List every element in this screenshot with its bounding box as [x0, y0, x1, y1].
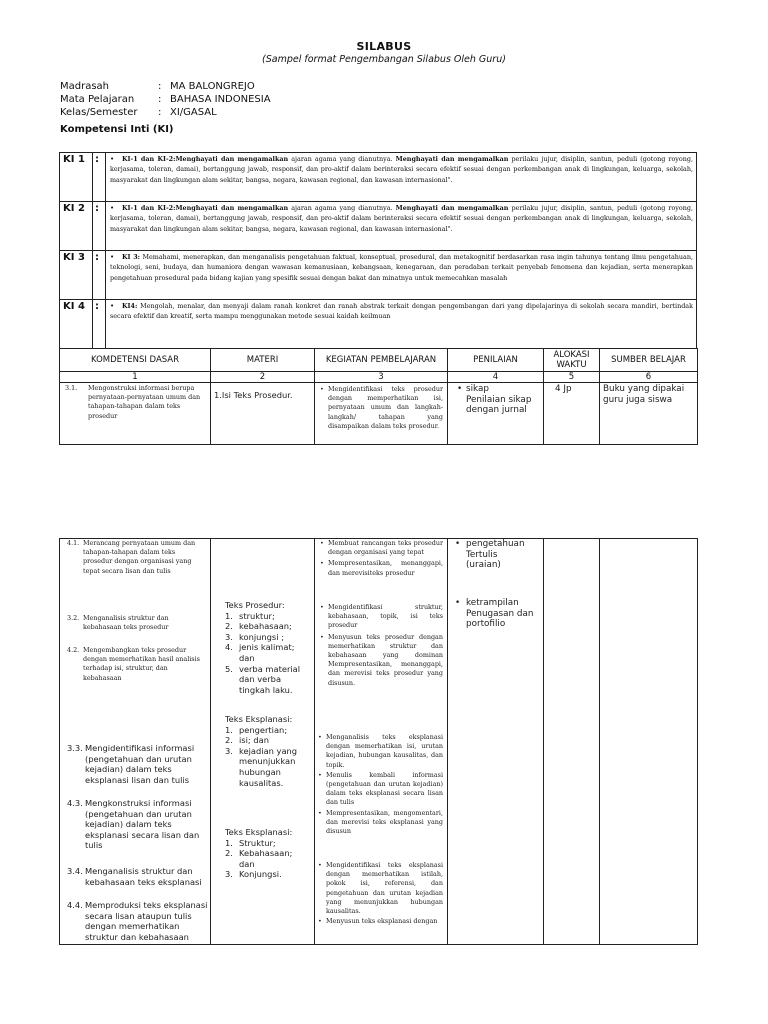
- list-item: 2. Kebahasaan;: [225, 848, 293, 859]
- kd-item: [60, 383, 210, 421]
- list-item: • Mengidentifikasi teks prosedur dengan memperhatikan isi, pernyataan umum dan langkah-langkah/ tahapan yang disampaikan dalam teks prosedur.: [319, 385, 443, 431]
- ki-lead: KI-1 dan KI-2:Menghayati dan mengamalkan: [122, 204, 289, 212]
- identity-key: Mata Pelajaran: [60, 94, 135, 105]
- ki-rest: perilaku jujur, disiplin, santun, peduli (gotong royong, kerjasama, toleran, damai), bertanggung jawab, responsif, dan pro-aktif dalam berinteraksi secara efektif sesuai dengan perkembangan anak di lingkungan, keluarga, sekolah, masyarakat dan lingkungan alam sekitar, bangsa, negara, kawasan regional, dan kawasan internasional".: [110, 155, 693, 184]
- list-text: kejadian yang menunjukkan hubungan kausalitas.: [239, 745, 298, 788]
- identity-row-kelas: [60, 106, 271, 119]
- kd-item: [67, 539, 199, 576]
- penilaian-detail: Penilaian sikap dengan jurnal: [466, 394, 532, 416]
- sumber-cell: [600, 539, 698, 945]
- list-item: 5. verba material dan verba tingkah laku.: [225, 663, 301, 695]
- ki-text: [106, 251, 697, 300]
- list-text: isi; dan: [239, 735, 269, 746]
- ki-colon: :: [93, 153, 106, 202]
- kegiatan-list: [317, 733, 443, 836]
- penilaian-group: [454, 539, 542, 571]
- kd-item: [67, 900, 209, 942]
- list-item: 2. isi; dan: [225, 735, 269, 746]
- list-text: dan: [239, 652, 255, 663]
- list-item: [225, 859, 313, 870]
- number-row: [60, 372, 698, 383]
- list-text: dan: [239, 858, 255, 869]
- penilaian-group: [454, 598, 542, 630]
- ki-lead: KI4:: [122, 302, 138, 310]
- column-number: 2: [211, 372, 315, 383]
- kd-text: Mengidentifikasi informasi (pengetahuan dan urutan kejadian) dalam teks eksplanasi lisan dan tulis: [85, 743, 195, 785]
- kd-number: 4.3.: [67, 798, 83, 808]
- identity-value: XI/GASAL: [170, 107, 217, 118]
- table-row: [60, 539, 698, 945]
- identity-key: Madrasah: [60, 81, 110, 92]
- kd-text: Menganalisis struktur dan kebahasaan teks eksplanasi: [85, 866, 202, 887]
- identity-colon: :: [158, 107, 162, 118]
- list-item: • pengetahuan: [454, 539, 542, 550]
- list-item: • ketrampilan: [454, 598, 542, 609]
- materi-list: [225, 725, 313, 789]
- list-text: konjungsi ;: [239, 631, 284, 642]
- document-subtitle: (Sampel format Pengembangan Silabus Oleh Guru): [262, 54, 506, 65]
- list-item: • Mempresentasikan, mengomentari, dan merevisi teks eksplanasi yang disusun: [317, 809, 443, 837]
- kd-text: Merancang pernyataan umum dan tahapan-tahapan dalam teks prosedur dengan organisasi yang tepat secara lisan dan tulis: [83, 539, 196, 575]
- kegiatan-list: [315, 383, 447, 431]
- penilaian-detail: Penugasan dan portofilio: [466, 608, 534, 630]
- header-row: [60, 349, 698, 372]
- kd-number: 3.3.: [67, 743, 83, 753]
- kd-text: Mengembangkan teks prosedur dengan memerhatikan hasil analisis terhadap isi, struktur, dan kebahasaan: [83, 646, 200, 682]
- column-number: 5: [544, 372, 600, 383]
- list-text: pengertian;: [239, 724, 288, 735]
- ki-label: KI 2: [60, 202, 93, 251]
- list-item: • Menyusun teks prosedur dengan memerhatikan struktur dan kebahasaan yang dominan Mempresentasikan, menanggapi, dan merevisi teks prosedur yang disusun.: [319, 633, 443, 688]
- penilaian-detail: (uraian): [466, 560, 501, 571]
- list-text: kebahasaan;: [239, 621, 292, 632]
- materi-text: 1.Isi Teks Prosedur.: [214, 390, 293, 400]
- list-item: [225, 653, 313, 664]
- ki-colon: :: [93, 300, 106, 349]
- bullet-icon: •: [110, 253, 115, 261]
- alokasi-cell: [544, 383, 600, 445]
- ki-label: KI 4: [60, 300, 93, 349]
- ki-mid: ajaran agama yang dianutnya.: [288, 155, 396, 163]
- ki-row-4: [60, 300, 697, 349]
- materi-group: [225, 827, 313, 880]
- header-sumber: SUMBER BELAJAR: [600, 349, 698, 372]
- identity-row-mapel: [60, 93, 271, 106]
- materi-group: [225, 714, 313, 788]
- materi-title: Teks Prosedur:: [225, 600, 285, 610]
- alokasi-cell: [544, 539, 600, 945]
- identity-value: MA BALONGREJO: [170, 81, 255, 92]
- materi-cell: [211, 383, 315, 445]
- list-item: 3. konjungsi ;: [225, 631, 284, 642]
- header-kegiatan: KEGIATAN PEMBELAJARAN: [315, 349, 448, 372]
- penilaian-list: [454, 598, 542, 609]
- identity-value: BAHASA INDONESIA: [170, 94, 271, 105]
- ki-text: [106, 300, 697, 349]
- penilaian-cell: [448, 383, 544, 445]
- materi-list: [225, 838, 313, 880]
- identity-key: Kelas/Semester: [60, 107, 138, 118]
- header-alokasi: ALOKASI WAKTU: [544, 349, 600, 372]
- kd-text: Mengonstruksi informasi berupa pernyataan-pernyataan umum dan tahapan-tahapan dalam teks prosedur: [88, 384, 201, 420]
- materi-group: [225, 600, 313, 695]
- kd-cell: [60, 539, 211, 945]
- list-text: Konjungsi.: [239, 869, 282, 880]
- ki-lead: KI 3:: [122, 253, 140, 261]
- syllabus-table-continued: [59, 538, 698, 945]
- table-row: [60, 383, 698, 445]
- list-text: Struktur;: [239, 837, 276, 848]
- identity-colon: :: [158, 81, 162, 92]
- ki-heading: Kompetensi Inti (KI): [60, 124, 174, 135]
- ki-mid: Memahami, menerapkan, dan menganalisis pengetahuan faktual, konseptual, prosedural, dan metakognitif berdasarkan rasa ingin tahunya tentang ilmu pengetahuan, teknologi, seni, budaya, dan humaniora dengan wawasan kemanusiaan, kebangsaan, kenegaraan, dan peradaban terkait penyebab fenomena dan kejadian, serta menerapkan pengetahuan prosedural pada bidang kajian yang spesifik sesuai dengan bakat dan minatnya untuk memecahkan masalah: [110, 253, 693, 282]
- list-item: • sikap: [456, 384, 541, 395]
- kd-item: [67, 646, 205, 683]
- kd-number: 4.4.: [67, 900, 83, 910]
- penilaian-list: [448, 383, 543, 395]
- list-item: • Mengidentifikasi struktur, kebahasaan, topik, isi teks prosedur: [319, 603, 443, 631]
- ki-label: KI 1: [60, 153, 93, 202]
- ki-rest: perilaku jujur, disiplin, santun, peduli (gotong royong, kerjasama, toleran, damai), bertanggung jawab, responsif, dan pro-aktif dalam berinteraksi secara efektif sesuai dengan perkembangan anak di lingkungan, keluarga, sekolah, masyarakat dan lingkungan alam sekitar, bangsa, negara, kawasan regional, dan kawasan internasional".: [110, 204, 693, 233]
- ki-row-1: [60, 153, 697, 202]
- list-item: • Mempresentasikan, menanggapi, dan merevisiteks prosedur: [319, 559, 443, 577]
- kd-item: [67, 614, 199, 632]
- materi-title: Teks Eksplanasi:: [225, 827, 293, 837]
- materi-list: [225, 611, 313, 696]
- list-item: • Membuat rancangan teks prosedur dengan organisasi yang tepat: [319, 539, 443, 557]
- ki-text: [106, 153, 697, 202]
- kd-number: 4.1.: [67, 539, 80, 547]
- kd-number: 4.2.: [67, 646, 80, 654]
- ki-lead: KI-1 dan KI-2:Menghayati dan mengamalkan: [122, 155, 289, 163]
- materi-title: Teks Eksplanasi:: [225, 714, 293, 724]
- penilaian-detail: Tertulis: [466, 549, 498, 560]
- penilaian-cell: [448, 539, 544, 945]
- ki-colon: :: [93, 202, 106, 251]
- kegiatan-list: [319, 603, 443, 688]
- list-text: jenis kalimat;: [239, 642, 295, 653]
- ki-row-2: [60, 202, 697, 251]
- ki-mid: ajaran agama yang dianutnya.: [288, 204, 396, 212]
- kd-cell: [60, 383, 211, 445]
- list-item: 1. struktur;: [225, 610, 275, 621]
- header-penilaian: PENILAIAN: [448, 349, 544, 372]
- kd-number: 3.2.: [67, 614, 80, 622]
- list-item: • Menyusun teks eksplanasi dengan: [317, 917, 443, 926]
- kegiatan-cell: [315, 383, 448, 445]
- kd-text: Memproduksi teks eksplanasi secara lisan ataupun tulis dengan memerhatikan struktur dan kebahasaan: [85, 900, 208, 942]
- kd-item: [67, 866, 207, 887]
- header-kd: KOMDETENSI DASAR: [60, 349, 211, 372]
- sumber-cell: [600, 383, 698, 445]
- kd-text: Menganalisis struktur dan kebahasaan teks prosedur: [83, 614, 169, 632]
- bullet-icon: •: [110, 302, 115, 310]
- kegiatan-list: [317, 861, 443, 926]
- header-materi: MATERI: [211, 349, 315, 372]
- list-item: 1. Struktur;: [225, 837, 276, 848]
- ki-row-3: [60, 251, 697, 300]
- list-item: 3. kejadian yang menunjukkan hubungan kausalitas.: [225, 745, 298, 788]
- kd-item: [67, 798, 207, 851]
- list-item: • Menganalisis teks eksplanasi dengan memerhatikan isi, urutan kejadian, hubungan kausalitas, dan topik.: [317, 733, 443, 770]
- column-number: 6: [600, 372, 698, 383]
- kd-number: 3.4.: [67, 866, 83, 876]
- column-number: 3: [315, 372, 448, 383]
- penilaian-list: [454, 539, 542, 550]
- kegiatan-list: [319, 539, 443, 578]
- bullet-icon: •: [110, 204, 115, 212]
- ki-lead2: Menghayati dan mengamalkan: [395, 155, 509, 163]
- list-text: struktur;: [239, 610, 275, 621]
- ki-table: [59, 152, 697, 349]
- kegiatan-cell: [315, 539, 448, 945]
- ki-label: KI 3: [60, 251, 93, 300]
- list-item: • Mengidentifikasi teks eksplanasi dengan memerhatikan istilah, pokok isi, referensi, dan pengetahuan dan urutan kejadian yang menunjukkan hubungan kausalitas.: [317, 861, 443, 916]
- alokasi-text: 4 Jp: [555, 384, 572, 394]
- list-item: 2. kebahasaan;: [225, 621, 292, 632]
- column-number: 4: [448, 372, 544, 383]
- list-item: 1. pengertian;: [225, 724, 288, 735]
- document-title: SILABUS: [356, 40, 412, 53]
- list-text: verba material dan verba tingkah laku.: [239, 663, 301, 695]
- ki-text: [106, 202, 697, 251]
- ki-lead2: Menghayati dan mengamalkan: [395, 204, 509, 212]
- kd-number: 3.1.: [65, 384, 78, 392]
- materi-cell: [211, 539, 315, 945]
- identity-row-madrasah: [60, 80, 271, 93]
- list-item: 4. jenis kalimat;: [225, 642, 295, 653]
- sumber-text: Buku yang dipakai guru juga siswa: [603, 384, 685, 405]
- ki-mid: Mengolah, menalar, dan menyaji dalam ranah konkret dan ranah abstrak terkait dengan pengembangan dari yang dipelajarinya di sekolah secara mandiri, bertindak secara efektif dan kreatif, serta mampu menggunakan metode sesuai kaidah keilmuan: [110, 302, 693, 321]
- column-number: 1: [60, 372, 211, 383]
- ki-colon: :: [93, 251, 106, 300]
- kd-item: [67, 743, 207, 785]
- list-item: • Menulis kembali informasi (pengetahuan dan urutan kejadian) dalam teks eksplanasi secara lisan dan tulis: [317, 771, 443, 808]
- identity-block: [60, 80, 271, 119]
- kd-text: Mengkonstruksi informasi (pengetahuan dan urutan kejadian) dalam teks eksplanasi secara lisan dan tulis: [85, 798, 200, 851]
- syllabus-table: [59, 348, 698, 445]
- bullet-icon: •: [110, 155, 115, 163]
- identity-colon: :: [158, 94, 162, 105]
- list-item: 3. Konjungsi.: [225, 869, 282, 880]
- list-text: Kebahasaan;: [239, 848, 293, 859]
